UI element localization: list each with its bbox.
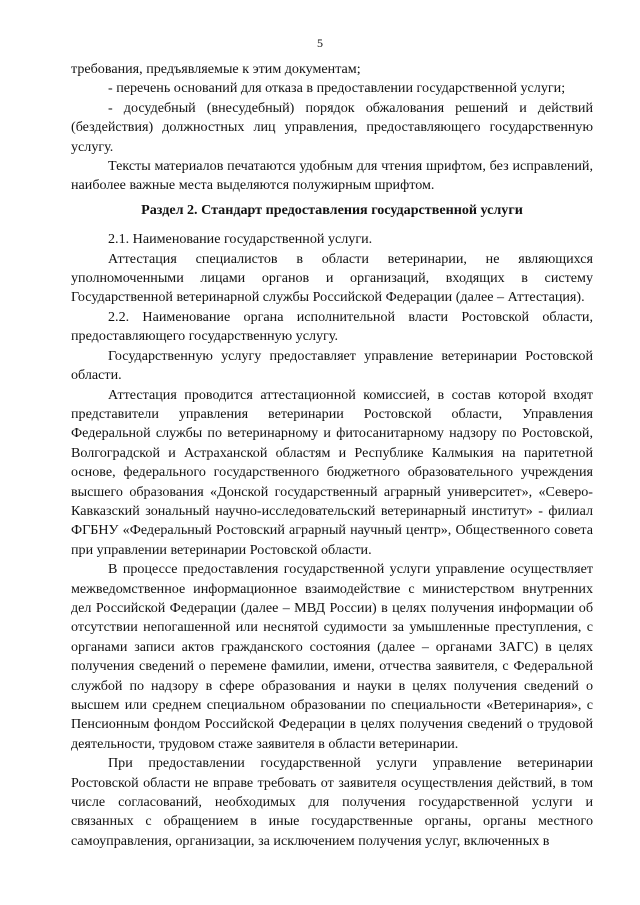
paragraph-font-rules: Тексты материалов печатаются удобным для чтения шрифтом, без исправлений, наиболее важные места выделяются полужирным шрифтом. xyxy=(71,158,593,194)
page-body xyxy=(71,60,593,851)
paragraph-interagency: В процессе предоставления государственной услуги управление осуществляет межведомственное информационное взаимодействие с министерством внутренних дел Российской Федерации (далее – МВД России) в целях получения информации об отсутствии непогашенной или неснятой судимости за умышленные преступления, с органами записи актов гражданского состояния (далее – органами ЗАГС) в целях получения сведений о перемене фамилии, имени, отчества заявителя, с Федеральной службой по надзору в сфере образования и науки в целях получения сведений о высшем или среднем специальном образовании по специальности «Ветеринария», с Пенсионным фондом Российской Федерации в целях получения сведений о трудовой деятельности, трудовом стаже заявителя в области ветеринарии. xyxy=(71,561,593,752)
page-number: 5 xyxy=(317,36,323,50)
paragraph-2-2-title: 2.2. Наименование органа исполнительной власти Ростовской области, предоставляющего государственную услугу. xyxy=(71,308,593,345)
paragraph-refusal-grounds: - перечень оснований для отказа в предоставлении государственной услуги; xyxy=(108,80,566,97)
paragraph-service-provider: Государственную услугу предоставляет управление ветеринарии Ростовской области. xyxy=(71,347,593,384)
section-heading: Раздел 2. Стандарт предоставления государственной услуги xyxy=(141,201,523,218)
paragraph-restrictions: При предоставлении государственной услуги управление ветеринарии Ростовской области не вправе требовать от заявителя осуществления действий, в том числе согласований, необходимых для получения государственной услуги и связанных с обращением в иные государственные органы, органы местного самоуправления, организации, за исключением получения услуг, включенных в xyxy=(71,755,593,849)
paragraph-requirements-cont: требования, предъявляемые к этим документам; xyxy=(71,61,361,77)
paragraph-2-1-title: 2.1. Наименование государственной услуги. xyxy=(108,231,373,248)
paragraph-attestation-name: Аттестация специалистов в области ветеринарии, не являющихся уполномоченными лицами органов и организаций, входящих в систему Государственной ветеринарной службы Российской Федерации (далее – Аттестация). xyxy=(71,250,593,306)
paragraph-appeal-procedure: - досудебный (внесудебный) порядок обжалования решений и действий (бездействия) должностных лиц управления, предоставляющего государственную услугу. xyxy=(71,99,593,155)
paragraph-commission: Аттестация проводится аттестационной комиссией, в состав которой входят представители управления ветеринарии Ростовской области, Управления Федеральной службы по ветеринарному и фитосанитарному надзору по Ростовской, Волгоградской и Астраханской областям и Республике Калмыкия на паритетной основе, федерального государственного бюджетного образовательного учреждения высшего образования «Донской государственный аграрный университет», «Северо-Кавказский зональный научно-исследовательский ветеринарный институт» - филиал ФГБНУ «Федеральный Ростовский аграрный научный центр», Общественного совета при управлении ветеринарии Ростовской области. xyxy=(71,386,593,558)
